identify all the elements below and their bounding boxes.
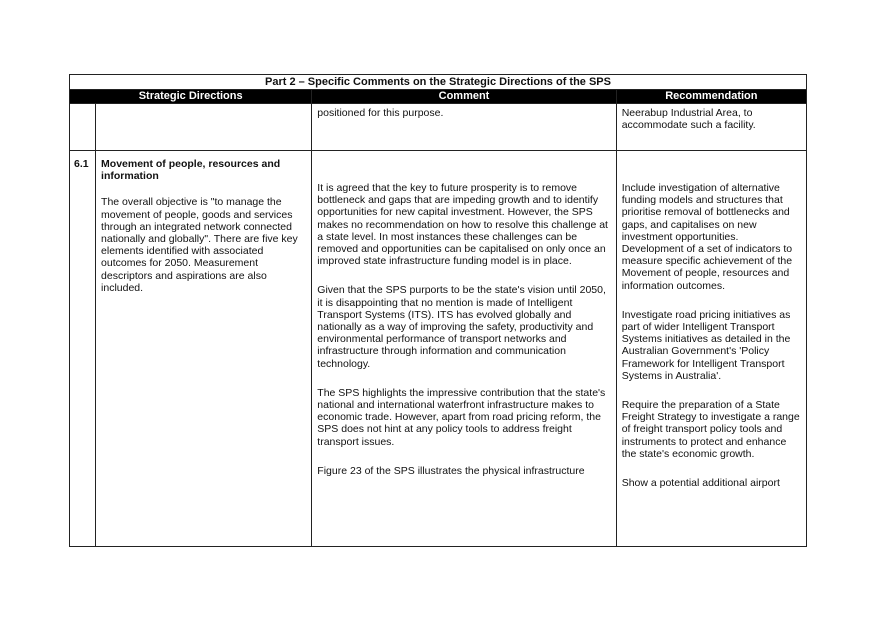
recommendation-cell [616,151,806,547]
comments-table [69,74,807,547]
header-comment: Comment [312,90,616,104]
comment-text: positioned for this purpose. [317,107,444,119]
comment-text: The SPS highlights the impressive contribution that the state's national and international waterfront infrastructure makes to economic trade. However, apart from road pricing reform, the SPS does not hint at any policy tools to address freight transport issues. [317,386,606,448]
comment-cell [312,151,616,547]
recommendation-text: Require the preparation of a State Freight Strategy to investigate a range of freight transport policy tools and instruments to protect and enhance the state's economic growth. [621,399,800,460]
table-header-row [70,90,807,104]
comment-cell [312,104,616,151]
comment-text: Given that the SPS purports to be the state's vision until 2050, it is disappointing that no mention is made of Intelligent Transport Systems (ITS). ITS has evolved globally and nationally as a way of improving the safety, productivity and environmental performance of transport networks and infrastructure through information and communication technology. [317,284,606,370]
header-strategic-directions: Strategic Directions [70,90,312,104]
recommendation-text: Neerabup Industrial Area, to accommodate such a facility. [621,107,756,132]
recommendation-text: Investigate road pricing initiatives as part of wider Intelligent Transport Systems initiatives as detailed in the Australian Government's 'Policy Framework for Intelligent Transport Systems in Australia'. [621,308,791,382]
header-recommendation: Recommendation [616,90,806,104]
directions-cell [96,104,312,151]
table-row [70,151,807,547]
number-cell [70,104,96,151]
comment-text: Figure 23 of the SPS illustrates the physical infrastructure [317,464,585,477]
section-number: 6.1 [70,151,96,547]
recommendation-text: Show a potential additional airport [621,477,780,490]
table-title-row [70,75,807,90]
section-description: The overall objective is "to manage the movement of people, goods and services through an integrated network connected nationally and globally". There are five key elements identified with associated outcomes for 2050. Measurement descriptors and aspirations are also included. [101,196,298,294]
directions-cell [96,151,312,547]
recommendation-cell [616,104,806,151]
section-heading: Movement of people, resources and information [101,158,281,183]
table-title: Part 2 – Specific Comments on the Strategic Directions of the SPS [70,75,807,90]
document-page [69,74,807,547]
recommendation-text: Include investigation of alternative funding models and structures that prioritise removal of bottlenecks and gaps, and capitalises on new investment opportunities. Development of a set of indicators to measure specific achievement of the Movement of people, resources and information outcomes. [621,182,793,292]
table-row [70,104,807,151]
comment-text: It is agreed that the key to future prosperity is to remove bottleneck and gaps that are impeding growth and to identify opportunities for new capital investment. However, the SPS makes no recommendation on how to resolve this challenge at a state level. In most instances these challenges can be removed and opportunities can be capitalised on only once an improved state infrastructure funding model is in place. [317,182,608,268]
